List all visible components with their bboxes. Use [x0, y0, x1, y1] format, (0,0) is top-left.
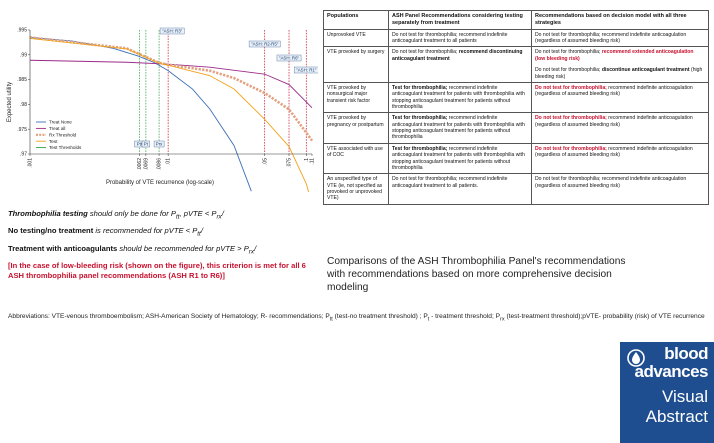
model-text: Do not test for thrombophilia; recommend indefinite anticoagulation (regardless of assumed bleeding risk)	[535, 31, 687, 45]
ash-cell	[389, 113, 532, 143]
y-tick-label: .995	[17, 27, 27, 34]
abbrev-part-3: - treatment threshold; P	[429, 313, 501, 320]
ash-bold-text: recommend discontinuing anticoagulant treatment	[392, 49, 523, 62]
ash-text: Do not test for thrombophilia; recommend indefinite anticoagulant treatment to all patients	[392, 31, 508, 45]
ash-text: recommend indefinite anticoagulant treatment for patients with thrombophilia with stopping anticoagulant treatment for patients without thrombophilia	[392, 115, 525, 141]
threshold-label-text: Ptt	[136, 141, 143, 147]
rule-no-testing-end: /	[200, 226, 203, 236]
utility-chart	[0, 22, 318, 192]
figure-caption: Comparisons of the ASH Thrombophilia Panel's recommendations with recommendations based on more comprehensive decision modeling	[327, 256, 626, 294]
population-cell: An unspecified type of VTE (ie, not specified as provoked or unprovoked VTE)	[324, 174, 389, 204]
recommendations-table	[323, 10, 709, 205]
y-tick-label: .975	[17, 126, 27, 133]
model-text: Do not test for thrombophilia; recommend indefinite anticoagulation (regardless of assumed bleeding risk)	[535, 176, 687, 189]
abbrev-part-1: Abbreviations: VTE-venous thromboembolism; ASH-American Society of Hematology; R- recommendations; P	[8, 313, 330, 320]
table-row	[324, 29, 709, 47]
legend-entry: Test Thresholds	[49, 145, 82, 151]
threshold-label-text: "ASH: R1"	[296, 67, 317, 73]
ash-cell	[389, 47, 532, 82]
model-text: recommend indefinite anticoagulation (regardless of assumed bleeding risk)	[535, 145, 693, 159]
model-red-text: Do not test for thrombophilia;	[535, 145, 607, 152]
rule-treatment-lead: Treatment with anticoagulants	[8, 243, 118, 253]
model-red-text: recommend extended anticoagulation (low bleeding risk)	[535, 49, 694, 62]
population-cell: VTE provoked by surgery	[324, 47, 389, 82]
table-row	[324, 47, 709, 82]
threshold-label-text: "ASH: R6"	[278, 55, 300, 61]
rule-treatment-sub: rx	[248, 248, 255, 256]
rule-low-bleeding-note: [In the case of low-bleeding risk (shown on the figure), this criterion is met for all 6 ASH thrombophilia panel recommendations (ASH R1 to R6)]	[8, 261, 306, 280]
logo-line-1: blood	[664, 344, 708, 363]
model-text: recommend indefinite anticoagulation (regardless of assumed bleeding risk)	[535, 84, 693, 98]
blood-advances-logo	[620, 342, 714, 443]
population-cell: VTE provoked by pregnancy or postpartum	[324, 113, 389, 143]
ash-cell	[389, 29, 532, 47]
x-tick-label: .0086	[156, 158, 163, 171]
rule-testing-end: /	[221, 209, 224, 218]
model-bold-text: discontinue anticoagulant treatment	[601, 67, 690, 74]
ash-text: recommend indefinite anticoagulant treatment for patients with thrombophilia with stopping anticoagulant treatment for patients without thrombophilia	[392, 84, 525, 110]
ash-text: Do not test for thrombophilia;	[392, 49, 459, 56]
rule-testing-sub1: tt	[175, 213, 180, 221]
population-cell: VTE provoked by nonsurgical major transient risk factor	[324, 82, 389, 112]
rule-treatment-end: /	[254, 243, 257, 253]
rule-no-testing-text: is recommended for pVTE < P	[93, 226, 198, 236]
chart-svg	[0, 22, 318, 192]
model-red-text: Do not test for thrombophilia;	[535, 84, 607, 91]
threshold-label	[154, 141, 164, 147]
ash-cell	[389, 82, 532, 112]
table-row	[324, 82, 709, 112]
threshold-label-text: "ASH: R3"	[162, 28, 183, 34]
model-tail-text: (high bleeding risk)	[535, 67, 703, 80]
logo-line-4: Abstract	[645, 407, 708, 426]
legend-entry: Treat None	[49, 119, 72, 125]
rule-testing-lead: Thrombophilia testing	[8, 209, 88, 218]
table-row	[324, 143, 709, 173]
abbreviations	[8, 312, 708, 324]
table-header-row	[324, 11, 709, 30]
x-tick-label: .11	[309, 158, 316, 165]
rule-no-testing	[8, 226, 318, 238]
table-row	[324, 113, 709, 143]
y-tick-label: .985	[17, 77, 27, 84]
x-tick-label: .0062	[137, 158, 144, 171]
y-tick-label: .97	[20, 151, 27, 158]
y-tick-label: .99	[20, 52, 27, 59]
x-tick-label: .1	[303, 158, 310, 163]
rule-testing	[8, 209, 318, 221]
ash-text: recommend indefinite anticoagulant treatment for patients with thrombophilia with stopping anticoagulant treatment for patients without thrombophilia	[392, 145, 525, 171]
series-treat-all	[30, 60, 312, 108]
y-tick-label: .98	[20, 102, 27, 108]
threshold-label-text: Pt	[143, 141, 148, 147]
y-axis-label: Expected utility	[7, 81, 13, 123]
col-populations: Populations	[324, 11, 389, 30]
threshold-label	[294, 67, 318, 73]
x-tick-label: .05	[262, 158, 269, 165]
x-tick-label: .075	[286, 158, 293, 168]
abbrev-sub-1: tt	[329, 316, 333, 323]
ash-bold-text: Test for thrombophilia;	[392, 84, 448, 91]
model-text: Do not test for thrombophilia;	[535, 49, 602, 56]
logo-line-2: advances	[634, 362, 708, 381]
abbrev-part-4: (test-treatment threshold);pVTE- probability (risk) of VTE recurrence	[504, 313, 705, 320]
table-row	[324, 174, 709, 204]
x-tick-label: .001	[27, 158, 34, 168]
abbrev-sub-3: rx	[500, 316, 505, 323]
threshold-label	[277, 55, 301, 61]
population-cell: VTE associated with use of COC	[324, 143, 389, 173]
ash-bold-text: Test for thrombophilia;	[392, 145, 448, 152]
x-axis-label: Probability of VTE recurrence (log-scale)	[105, 180, 215, 186]
model-cell	[532, 113, 709, 143]
model-text: recommend indefinite anticoagulation (regardless of assumed bleeding risk)	[535, 115, 693, 128]
rules-block	[8, 209, 318, 285]
model-cell	[532, 143, 709, 173]
legend-entry: Rx Threshold	[49, 132, 77, 138]
legend-entry: Treat all	[49, 126, 66, 131]
model-cell	[532, 174, 709, 204]
rule-testing-text: should only be done for P	[87, 209, 176, 218]
rule-treatment-text: should be recommended for pVTE > P	[117, 243, 249, 253]
threshold-label	[142, 141, 150, 147]
rule-no-testing-lead: No testing/no treatment	[8, 226, 94, 236]
model-cell	[532, 29, 709, 47]
threshold-label-text: "ASH: R2-R5"	[251, 41, 279, 47]
rule-no-testing-sub: tt	[197, 230, 201, 238]
ash-cell	[389, 143, 532, 173]
legend-entry: Test	[49, 138, 58, 144]
threshold-label	[249, 41, 280, 47]
abbrev-sub-2: t	[427, 316, 430, 323]
rule-testing-sub2: rx	[216, 213, 222, 221]
x-tick-label: .01	[165, 158, 172, 165]
logo-line-3: Visual	[662, 387, 708, 406]
rule-treatment	[8, 244, 318, 256]
col-model-recommendations: Recommendations based on decision model with all three strategies	[532, 11, 709, 30]
population-cell: Unprovoked VTE	[324, 29, 389, 47]
col-ash-recommendations: ASH Panel Recommendations considering testing separately from treatment	[389, 11, 532, 30]
abbrev-part-2: (test-no treatment threshold) ; P	[332, 313, 428, 320]
threshold-label-text: Prx	[155, 141, 163, 147]
model-red-text: Do not test for thrombophilia;	[535, 115, 607, 122]
model-cell	[532, 47, 709, 82]
model-text: Do not test for thrombophilia;	[535, 67, 602, 74]
ash-bold-text: Test for thrombophilia;	[392, 115, 448, 122]
rule-testing-mid: , pVTE < P	[179, 209, 217, 218]
threshold-label	[160, 28, 184, 34]
model-cell	[532, 82, 709, 112]
x-tick-label: .0069	[143, 158, 150, 171]
ash-cell	[389, 174, 532, 204]
ash-text: Do not test for thrombophilia; recommend indefinite anticoagulant treatment to all patients.	[392, 176, 508, 189]
